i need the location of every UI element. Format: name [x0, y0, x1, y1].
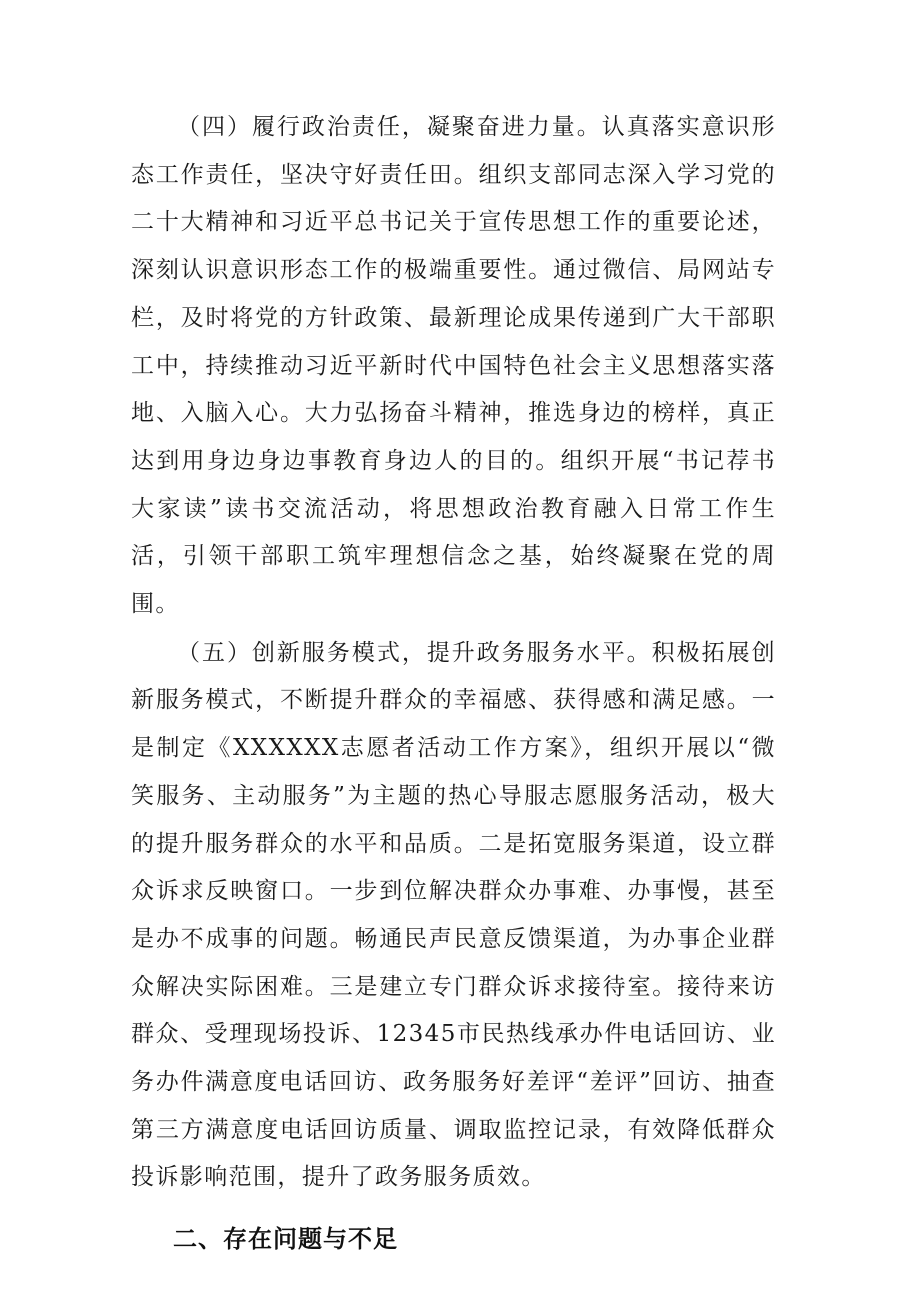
- section-heading-problems: 二、存在问题与不足: [173, 1225, 398, 1254]
- paragraph-political-responsibility: （四）履行政治责任，凝聚奋进力量。认真落实意识形态工作责任，坚决守好责任田。组织支部同志深入学习党的二十大精神和习近平总书记关于宣传思想工作的重要论述，深刻认识意识形态工作的极端重要性。通过微信、局网站专栏，及时将党的方针政策、最新理论成果传递到广大干部职工中，持续推动习近平新时代中国特色社会主义思想落实落地、入脑入心。大力弘扬奋斗精神，推选身边的榜样，真正达到用身边身边事教育身边人的目的。组织开展“书记荐书大家读”读书交流活动，将思想政治教育融入日常工作生活，引领干部职工筑牢理想信念之基，始终凝聚在党的周围。: [131, 114, 776, 618]
- document-body: [131, 104, 776, 1263]
- paragraph-service-innovation: （五）创新服务模式，提升政务服务水平。积极拓展创新服务模式，不断提升群众的幸福感、获得感和满足感。一是制定《XXXXXX志愿者活动工作方案》，组织开展以“微笑服务、主动服务”为主题的热心导服志愿服务活动，极大的提升服务群众的水平和品质。二是拓宽服务渠道，设立群众诉求反映窗口。一步到位解决群众办事难、办事慢，甚至是办不成事的问题。畅通民声民意反馈渠道，为办事企业群众解决实际困难。三是建立专门群众诉求接待室。接待来访群众、受理现场投诉、12345市民热线承办件电话回访、业务办件满意度电话回访、政务服务好差评“差评”回访、抽查第三方满意度电话回访质量、调取监控记录，有效降低群众投诉影响范围，提升了政务服务质效。: [131, 639, 776, 1191]
